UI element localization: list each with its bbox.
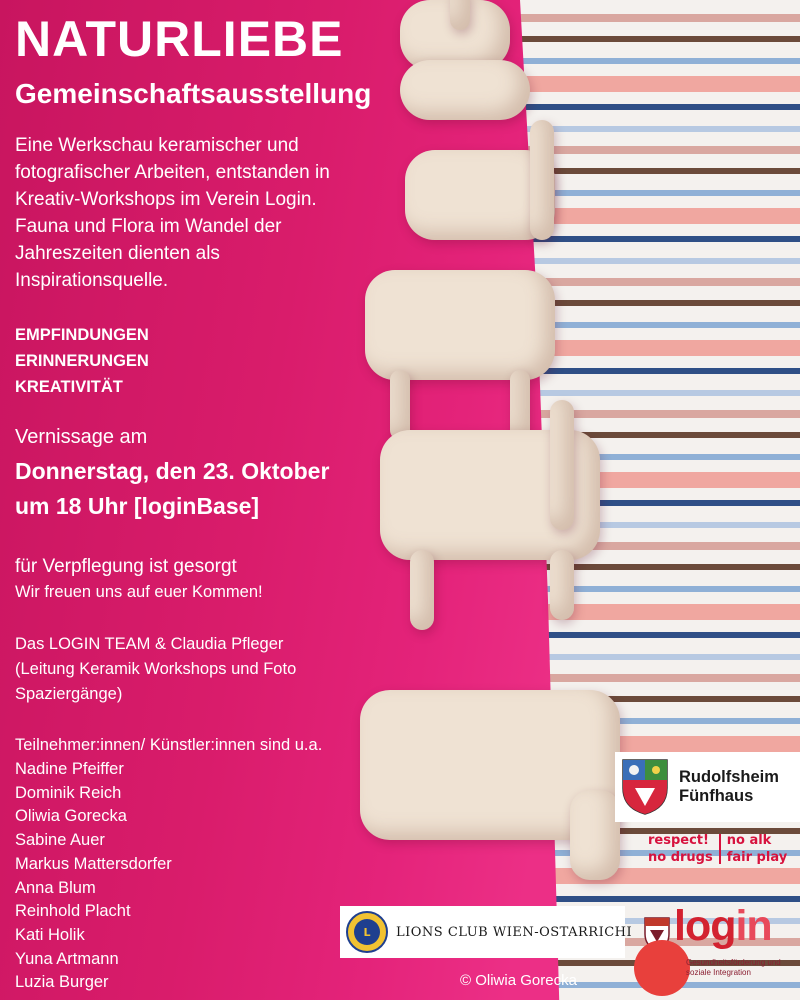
district-name-line: Rudolfsheim (679, 768, 779, 786)
participant-name: Anna Blum (15, 878, 96, 897)
district-name (679, 768, 779, 806)
participant-name: Markus Mattersdorfer (15, 854, 172, 873)
slogan-item: respect! (648, 833, 709, 848)
keyword: KREATIVITÄT (15, 378, 123, 396)
team-line: (Leitung Keramik Workshops und Foto (15, 660, 297, 678)
slogan-item: no alk (726, 833, 772, 848)
intro-line: Jahreszeiten dienten als (15, 243, 220, 264)
participants-heading: Teilnehmer:innen/ Künstler:innen sind u.a. (15, 736, 323, 754)
participant-name: Reinhold Placht (15, 902, 131, 921)
district-logo (615, 752, 800, 822)
login-logo (664, 900, 800, 1000)
intro-line: Inspirationsquelle. (15, 270, 169, 291)
welcome-note: Wir freuen uns auf euer Kommen! (15, 583, 263, 601)
event-date (15, 454, 329, 524)
svg-text:L: L (363, 926, 371, 939)
catering-note: für Verpflegung ist gesorgt (15, 556, 237, 577)
team-line: Spaziergänge) (15, 685, 123, 703)
slogan (648, 832, 787, 866)
poster-subtitle: Gemeinschaftsausstellung (15, 78, 372, 109)
event-time-line: um 18 Uhr [loginBase] (15, 493, 260, 519)
intro-line: Eine Werkschau keramischer und (15, 135, 299, 156)
participant-name: Luzia Burger (15, 973, 109, 992)
login-tagline: Gesundheitsförderung und soziale Integration (686, 958, 781, 977)
district-crest-icon (621, 758, 669, 816)
login-wordmark-part: log (674, 902, 736, 950)
team-credits (15, 632, 296, 707)
district-name-line: Fünfhaus (679, 787, 754, 805)
ceramic-cat-figure (400, 60, 530, 120)
keyword-list (15, 322, 149, 400)
keyword: ERINNERUNGEN (15, 352, 149, 370)
participant-name: Kati Holik (15, 925, 85, 944)
participant-name: Nadine Pfeiffer (15, 760, 124, 778)
lions-club-name: LIONS CLUB WIEN-OSTARRICHI (396, 924, 633, 940)
vernissage-label: Vernissage am (15, 426, 148, 448)
intro-text (15, 132, 415, 294)
login-wordmark-accent: in (735, 902, 772, 950)
slogan-divider (719, 834, 721, 864)
intro-line: Fauna und Flora im Wandel der (15, 216, 282, 237)
event-date-line: Donnerstag, den 23. Oktober (15, 458, 330, 484)
ceramic-cat-figure (570, 790, 620, 880)
intro-line: Kreativ-Workshops im Verein Login. (15, 189, 317, 210)
participant-name: Oliwia Gorecka (15, 807, 127, 826)
participant-name: Yuna Artmann (15, 949, 119, 968)
slogan-left (648, 832, 713, 866)
participants-list (15, 758, 172, 995)
slogan-item: no drugs (648, 850, 713, 865)
intro-line: fotografischer Arbeiten, entstanden in (15, 162, 330, 183)
slogan-right (727, 832, 787, 866)
poster-title: NATURLIEBE (15, 11, 344, 67)
ceramic-cat-figure (410, 550, 434, 630)
team-line: Das LOGIN TEAM & Claudia Pfleger (15, 635, 284, 653)
ceramic-cat-figure (550, 550, 574, 620)
participant-name: Sabine Auer (15, 831, 105, 850)
keyword: EMPFINDUNGEN (15, 326, 149, 344)
photo-credit: © Oliwia Gorecka (460, 972, 577, 989)
lions-club-logo (340, 906, 633, 958)
slogan-item: fair play (726, 850, 788, 865)
ceramic-cat-figure (530, 120, 554, 240)
ceramic-cat-figure (450, 0, 470, 30)
login-wordmark (674, 902, 772, 951)
participant-name: Dominik Reich (15, 783, 122, 802)
ceramic-cat-figure (550, 400, 574, 530)
lions-emblem-icon (346, 911, 388, 953)
